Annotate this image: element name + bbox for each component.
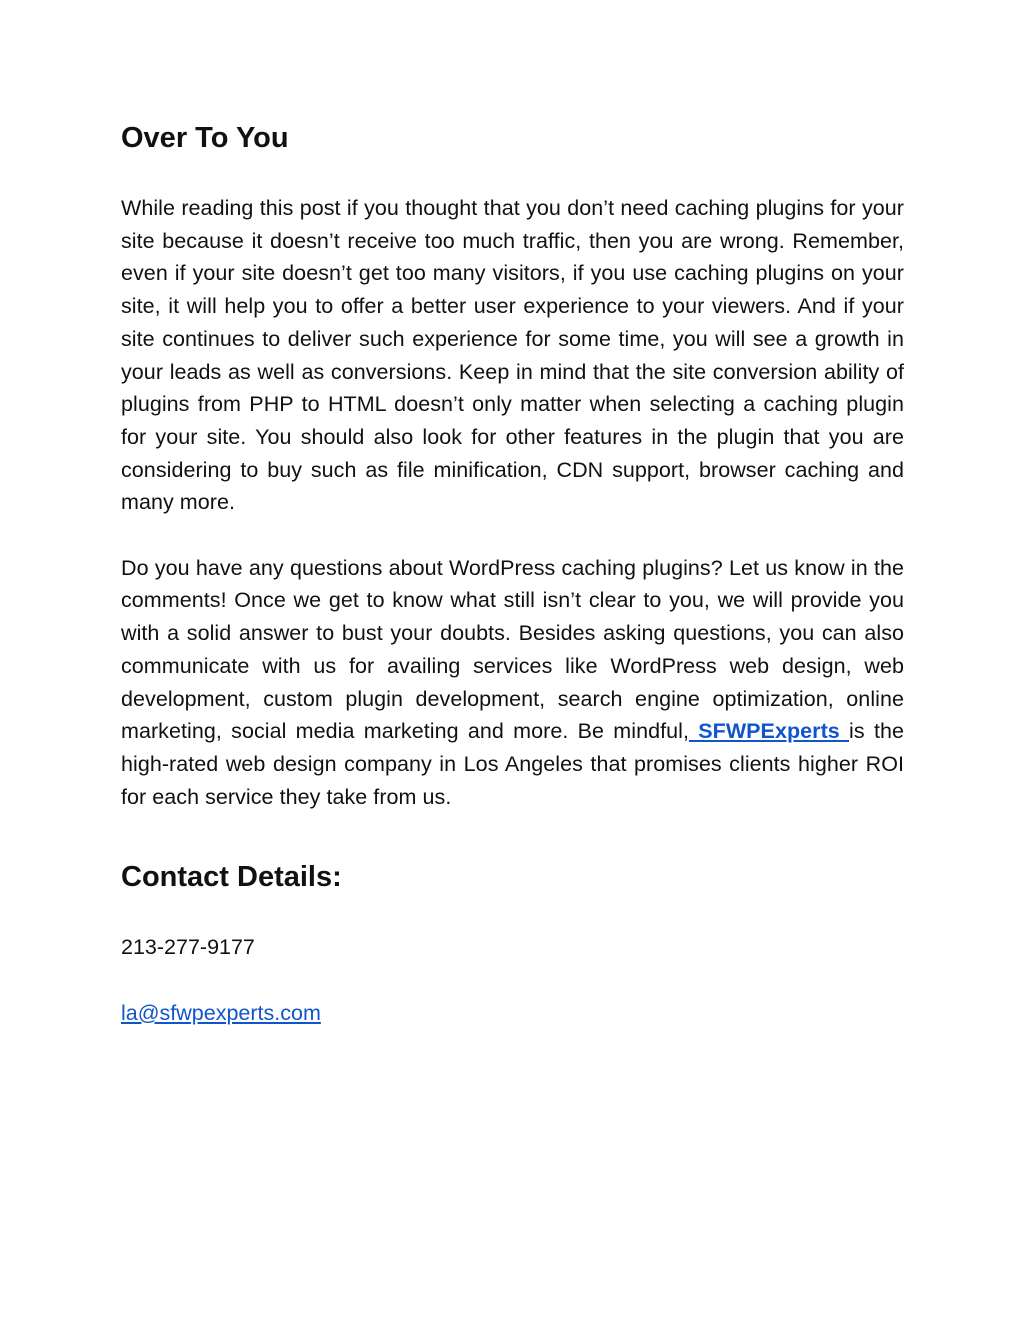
paragraph-questions	[121, 552, 904, 814]
document-page	[121, 118, 904, 1062]
contact-email-line	[121, 997, 904, 1030]
paragraph-questions-text-end: is the high-rated web design company in Los Angeles that promises clients higher ROI for each service they take from us.	[121, 719, 904, 809]
contact-phone: 213-277-9177	[121, 935, 255, 960]
section-heading-over-to-you: Over To You	[121, 122, 289, 154]
sfwpexperts-link[interactable]: SFWPExperts	[688, 719, 850, 744]
paragraph-questions-text: Do you have any questions about WordPress caching plugins? Let us know in the comments! Once we get to know what still isn’t clear to you, we will provide you with a solid answer to bust your doubts. Besides asking questions, you can also communicate with us for availing services like WordPress web design, web development, custom plugin development, search engine optimization, online marketing, social media marketing and more. Be mindful,	[121, 555, 904, 744]
section-heading-contact-details: Contact Details:	[121, 861, 342, 894]
paragraph-caching-plugins: While reading this post if you thought that you don’t need caching plugins for your site because it doesn’t receive too much traffic, then you are wrong. Remember, even if your site doesn’t get too many visitors, if you use caching plugins on your site, it will help you to offer a better user experience to your viewers. And if your site continues to deliver such experience for some time, you will see a growth in your leads as well as conversions. Keep in mind that the site conversion ability of plugins from PHP to HTML doesn’t only matter when selecting a caching plugin for your site. You should also look for other features in the plugin that you are considering to buy such as file minification, CDN support, browser caching and many more.	[121, 196, 904, 515]
contact-email-link[interactable]: la@sfwpexperts.com	[121, 1000, 321, 1025]
